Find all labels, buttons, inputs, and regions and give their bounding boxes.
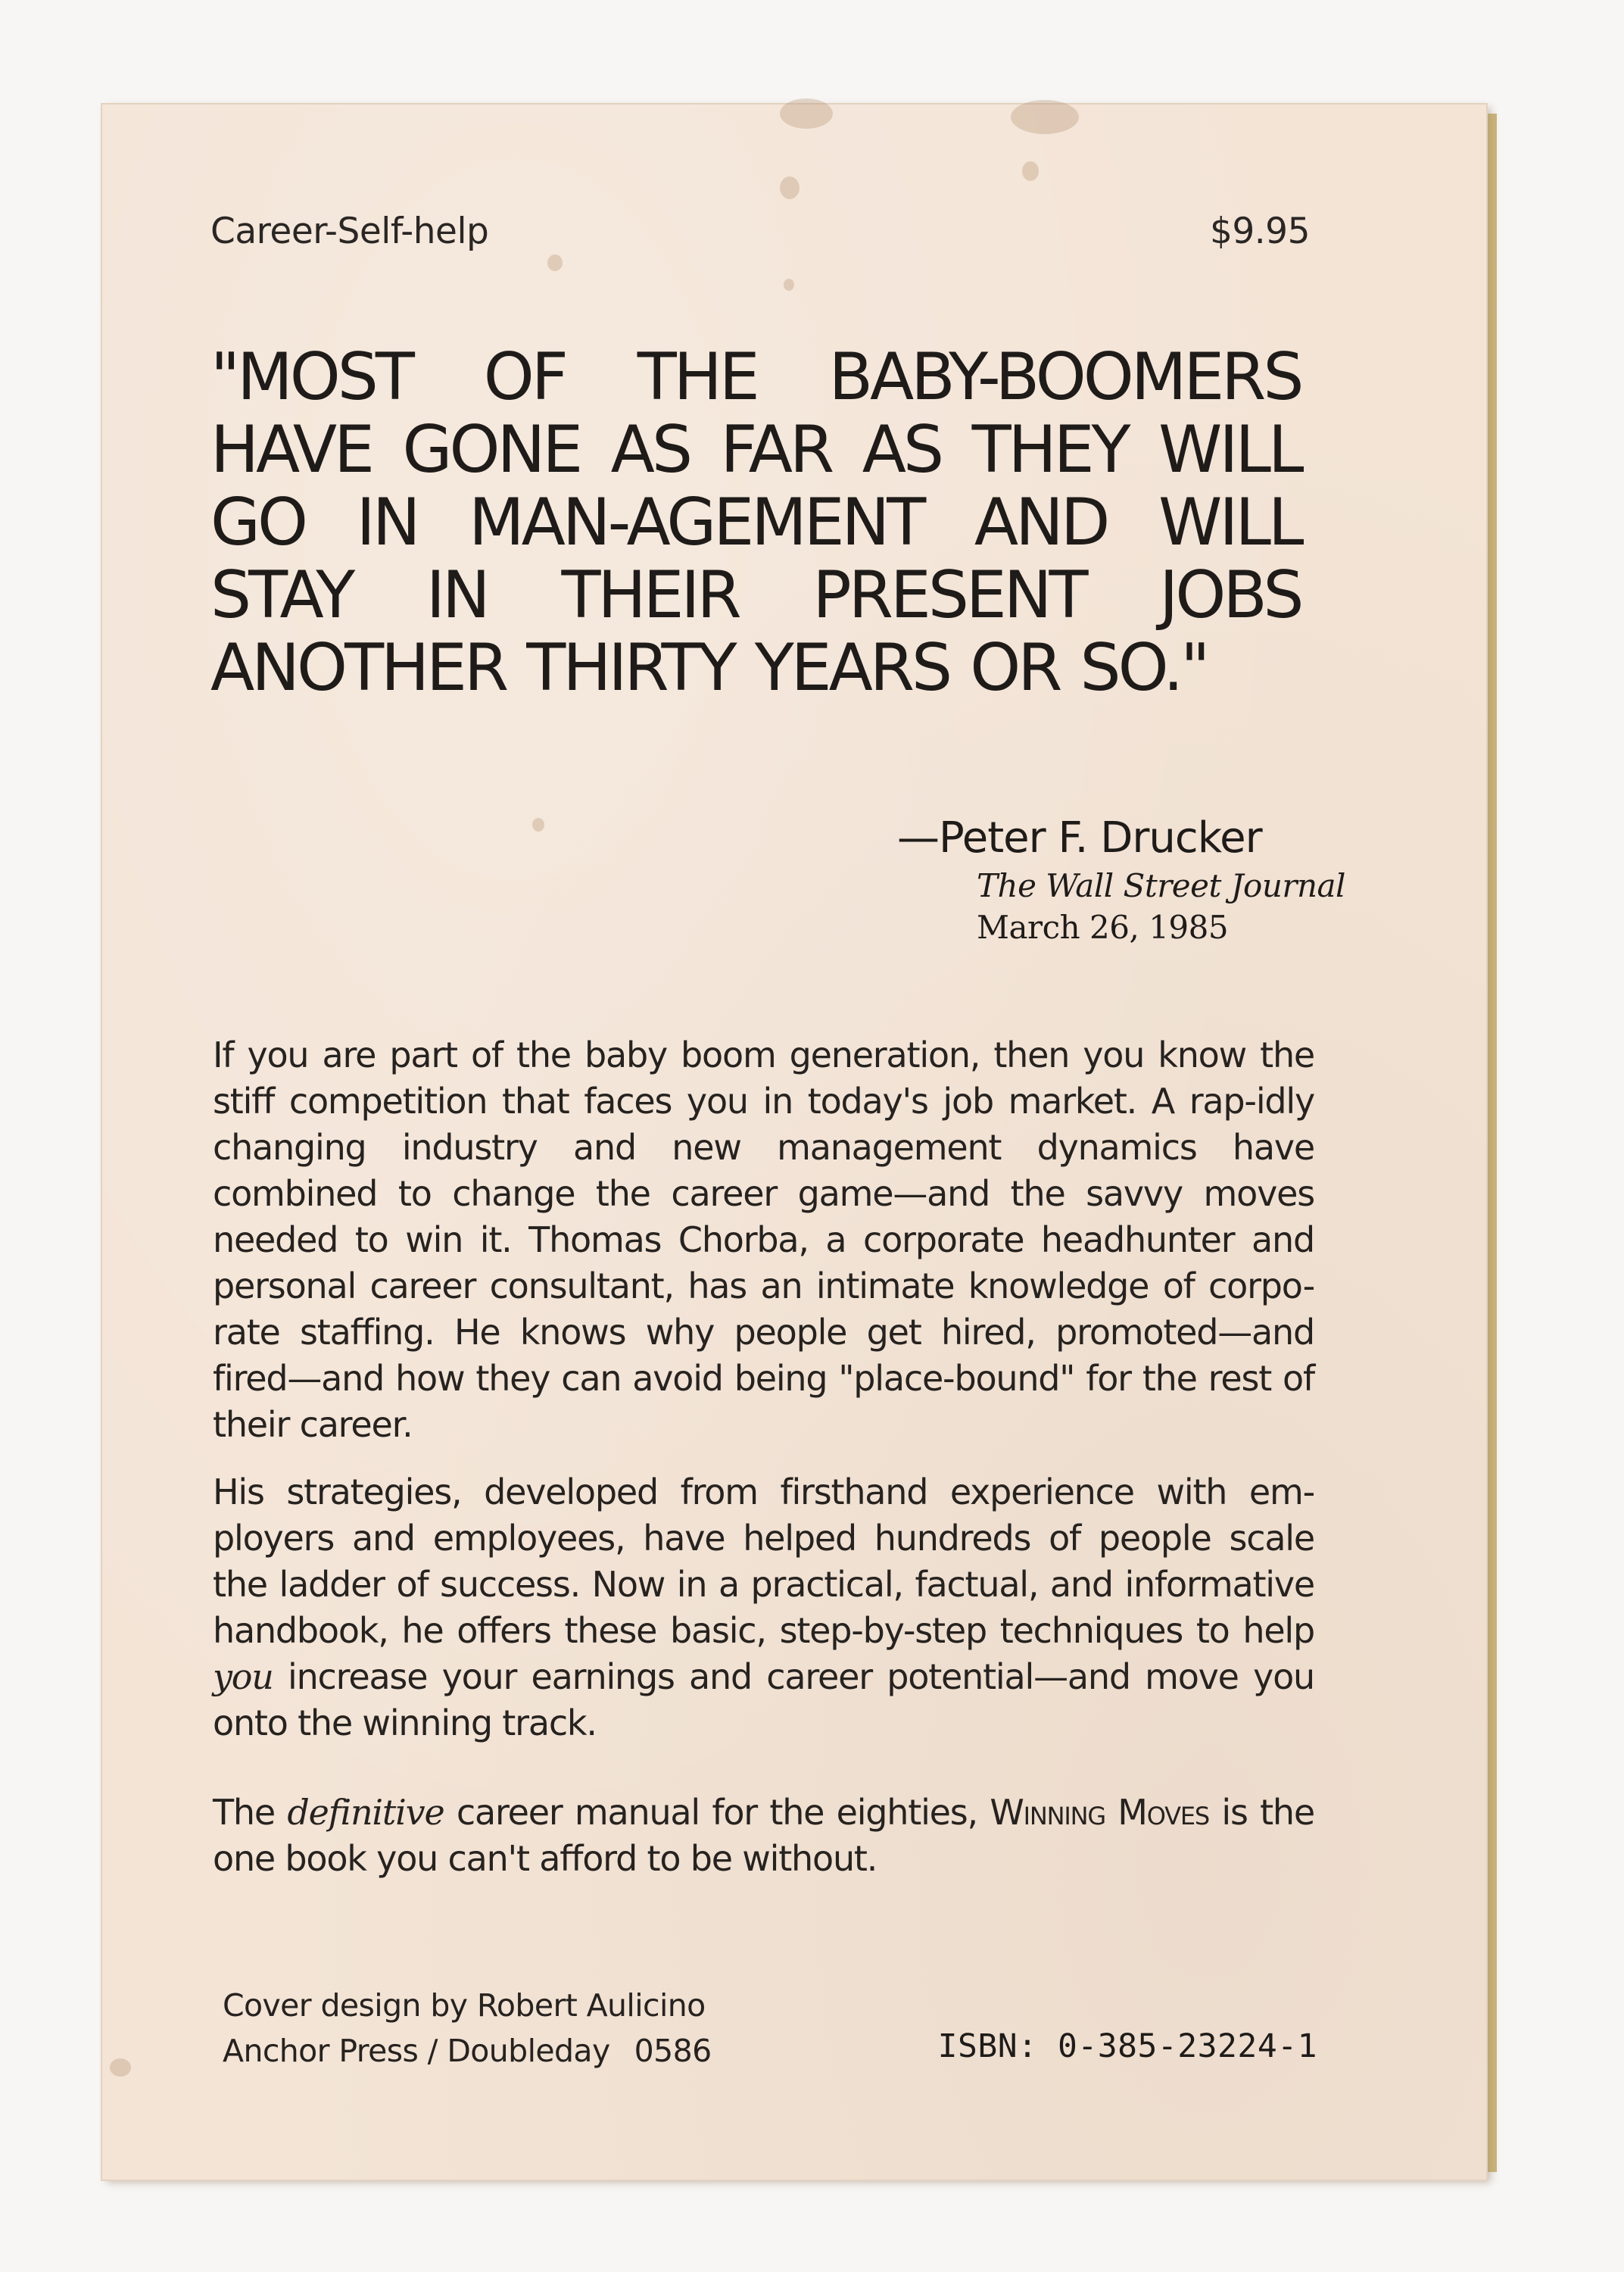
- isbn-number: ISBN: 0-385-23224-1: [937, 2027, 1317, 2065]
- stain-mark: [1022, 161, 1039, 181]
- emphasis-text: you: [213, 1656, 273, 1697]
- publisher-name: Anchor Press / Doubleday: [223, 2033, 610, 2069]
- pull-quote: "MOST OF THE BABY-BOOMERS HAVE GONE AS FAR AS THEY WILL GO IN MAN-AGEMENT AND WILL STAY IN THEIR PRESENT JOBS ANOTHER THIRTY YEARS OR SO.": [210, 339, 1301, 706]
- stain-mark: [532, 818, 544, 832]
- book-spine-edge: [1486, 114, 1497, 2172]
- blurb-text: The: [213, 1792, 275, 1833]
- stain-mark: [110, 2058, 131, 2077]
- stain-mark: [547, 254, 563, 271]
- stain-mark: [1011, 100, 1079, 134]
- blurb-text: increase your earnings and career potential—and move you onto the winning track.: [213, 1656, 1314, 1743]
- emphasis-text: definitive: [287, 1792, 444, 1833]
- stain-mark: [780, 98, 833, 129]
- blurb-paragraph-2: [213, 1469, 1314, 1746]
- stain-mark: [784, 279, 794, 291]
- attribution-source: The Wall Street Journal: [977, 867, 1345, 904]
- attribution-author: —Peter F. Drucker: [897, 813, 1262, 863]
- publisher-line: [223, 2028, 712, 2074]
- cover-design-credit: Cover design by Robert Aulicino: [223, 1987, 706, 2024]
- book-title-text: Winning Moves: [990, 1792, 1210, 1833]
- quote-attribution: [897, 812, 1345, 948]
- blurb-text: career manual for the eighties,: [456, 1792, 977, 1833]
- blurb-text: is the one book you can't afford to be without.: [213, 1792, 1314, 1879]
- blurb-text: His strategies, developed from firsthand experience with em-ployers and employees, have helped hundreds of people scale the ladder of success. Now in a practical, factual, and informative handbook, he offers these basic, step-by-step techniques to help: [213, 1471, 1314, 1651]
- book-price: $9.95: [1209, 211, 1310, 252]
- stain-mark: [780, 176, 800, 199]
- publisher-code: 0586: [634, 2033, 712, 2069]
- blurb-paragraph-3: [213, 1790, 1314, 1882]
- blurb-paragraph-1: If you are part of the baby boom generation, then you know the stiff competition that faces you in today's job market. A rap-idly changing industry and new management dynamics have combined to change the career game—and the savvy moves needed to win it. Thomas Chorba, a corporate headhunter and personal career consultant, has an intimate knowledge of corpo-rate staffing. He knows why people get hired, promoted—and fired—and how they can avoid being "place-bound" for the rest of their career.: [213, 1035, 1314, 1445]
- credits-block: [223, 1983, 712, 2074]
- book-category: Career-Self-help: [210, 211, 489, 252]
- attribution-date: March 26, 1985: [977, 909, 1229, 946]
